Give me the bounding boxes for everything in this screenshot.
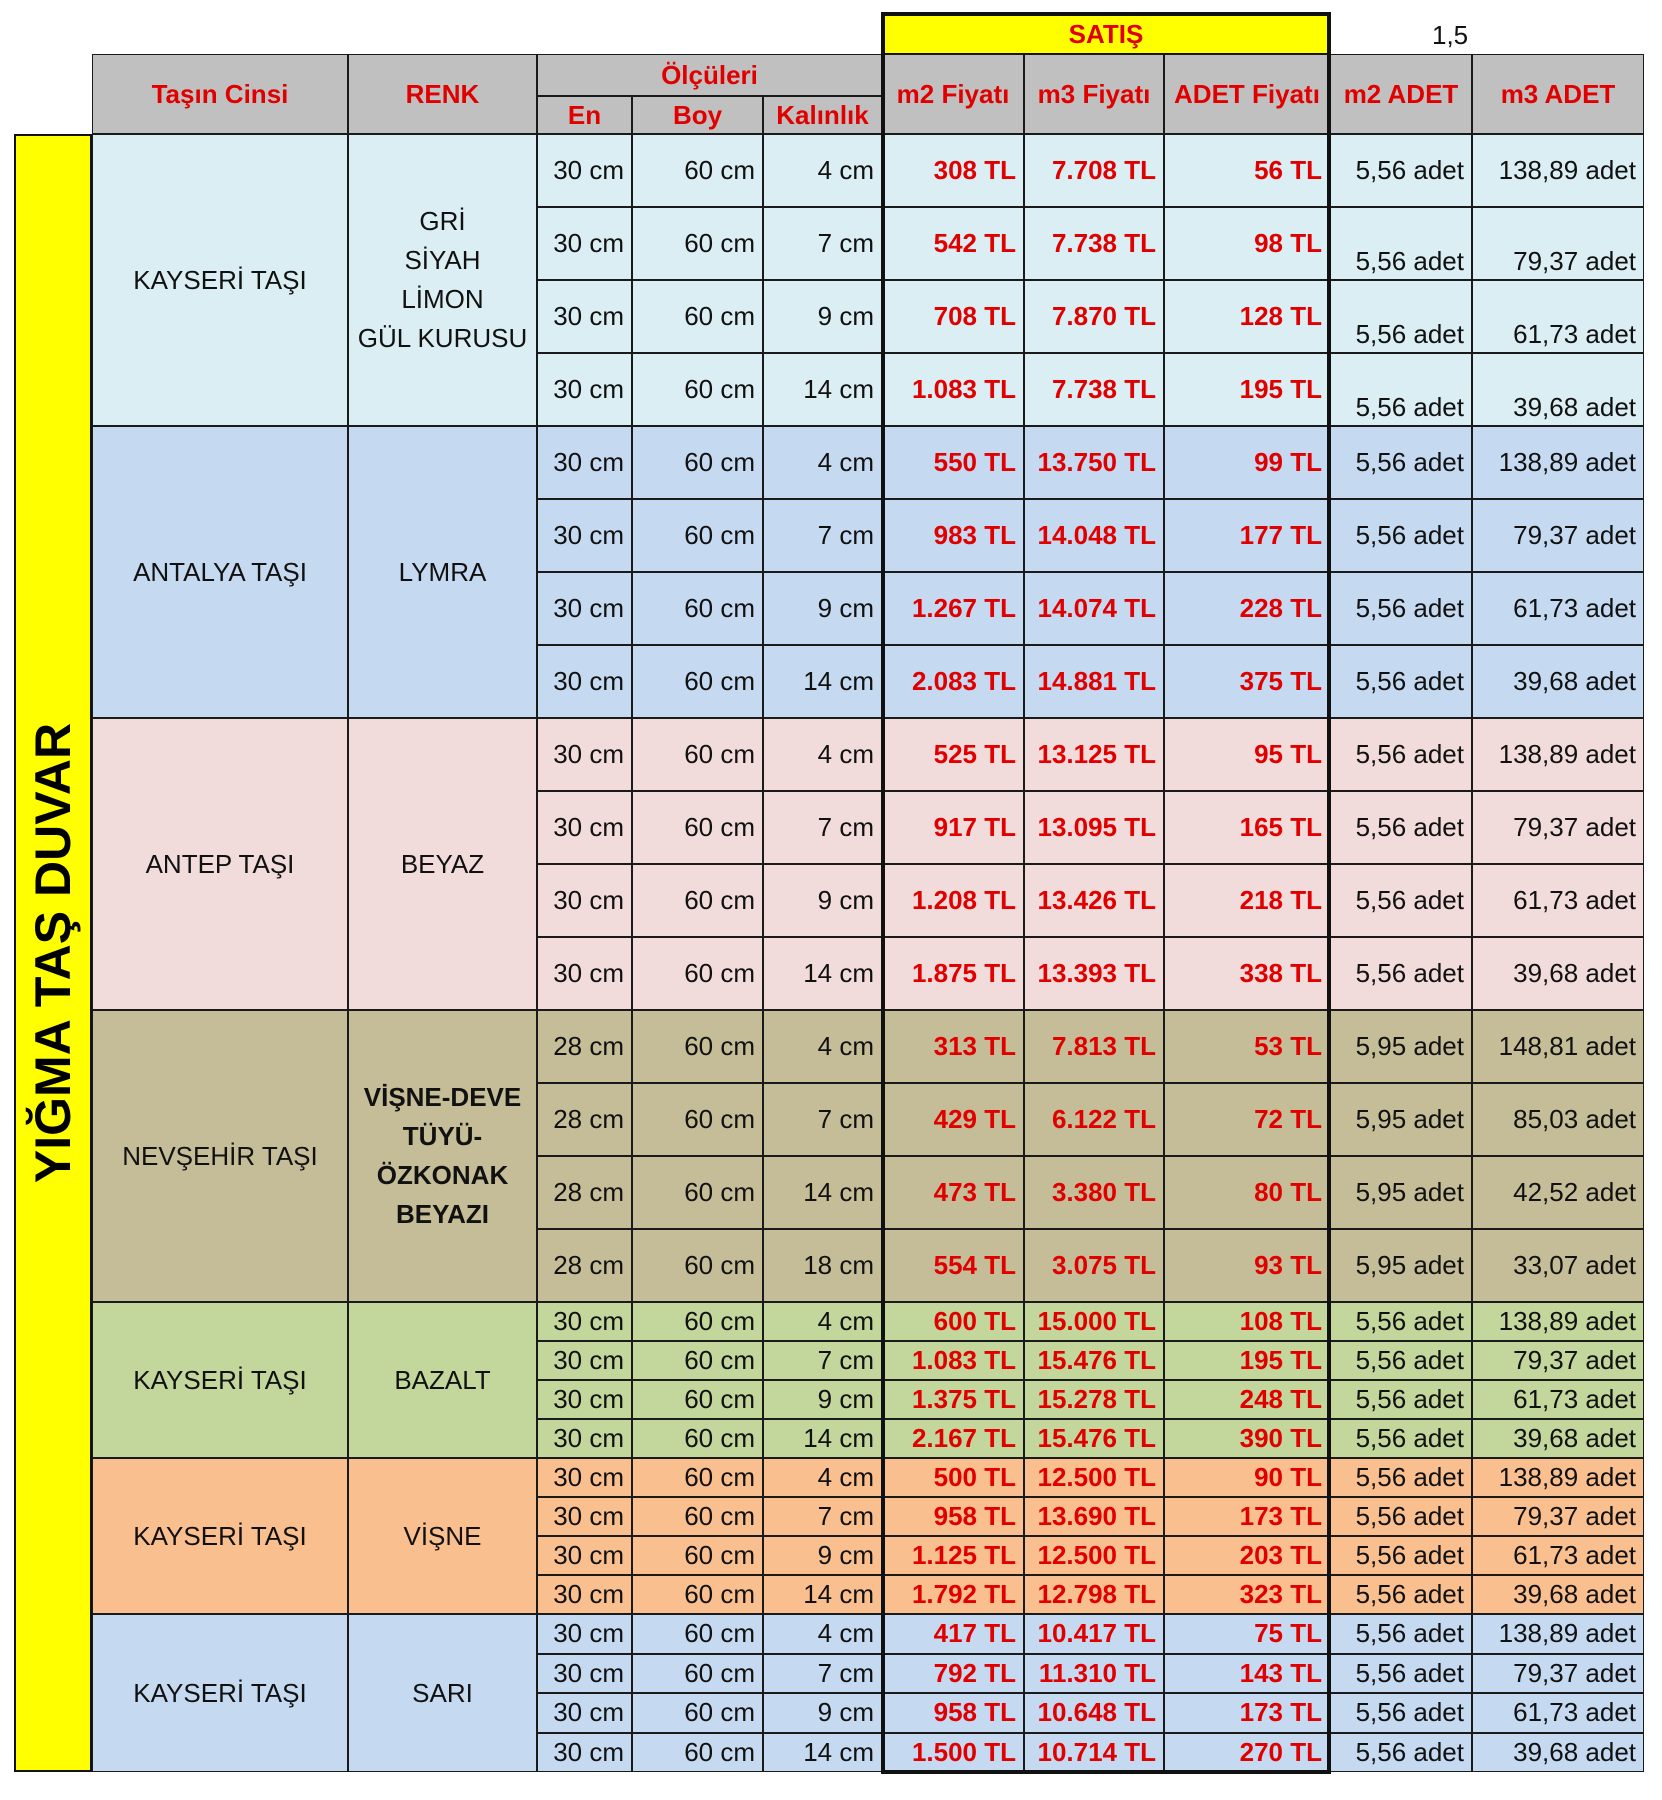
cell-m2-fiyati: 1.792 TL [882, 1575, 1024, 1614]
cell-adet-fiyati: 218 TL [1164, 864, 1330, 937]
cell-en: 30 cm [537, 937, 632, 1010]
cell-boy: 60 cm [632, 937, 763, 1010]
header-m2-adet: m2 ADET [1330, 54, 1472, 134]
cell-en: 30 cm [537, 718, 632, 791]
color-name: BEYAZI [396, 1199, 489, 1229]
cell-m2-adet: 5,56 adet [1330, 1654, 1472, 1694]
cell-m2-adet: 5,56 adet [1330, 134, 1472, 207]
cell-m3-fiyati: 7.870 TL [1024, 280, 1164, 353]
cell-m2-fiyati: 792 TL [882, 1654, 1024, 1694]
cell-en: 30 cm [537, 864, 632, 937]
cell-boy: 60 cm [632, 499, 763, 572]
cell-kalinlik: 4 cm [763, 1302, 882, 1341]
cell-m2-adet: 5,56 adet [1330, 572, 1472, 645]
cell-adet-fiyati: 80 TL [1164, 1156, 1330, 1229]
cell-en: 30 cm [537, 134, 632, 207]
color-name: VİŞNE [403, 1520, 482, 1551]
cell-m2-fiyati: 1.208 TL [882, 864, 1024, 937]
cell-adet-fiyati: 99 TL [1164, 426, 1330, 499]
cell-kalinlik: 4 cm [763, 1458, 882, 1497]
cell-boy: 60 cm [632, 207, 763, 280]
cell-m3-adet: 79,37 adet [1472, 1654, 1644, 1694]
cell-m3-adet: 79,37 adet [1472, 1497, 1644, 1536]
cell-kalinlik: 7 cm [763, 1654, 882, 1694]
cell-m2-adet: 5,56 adet [1330, 353, 1472, 426]
cell-m3-fiyati: 10.714 TL [1024, 1733, 1164, 1773]
cell-adet-fiyati: 93 TL [1164, 1229, 1330, 1302]
cell-m3-fiyati: 13.393 TL [1024, 937, 1164, 1010]
color-name: LYMRA [398, 556, 487, 587]
cell-m2-adet: 5,56 adet [1330, 1575, 1472, 1614]
cell-adet-fiyati: 108 TL [1164, 1302, 1330, 1341]
cell-en: 30 cm [537, 1733, 632, 1773]
color-name: VİŞNE-DEVE [363, 1082, 522, 1112]
cell-m3-adet: 42,52 adet [1472, 1156, 1644, 1229]
cell-kalinlik: 7 cm [763, 499, 882, 572]
cell-m3-fiyati: 3.075 TL [1024, 1229, 1164, 1302]
cell-m2-fiyati: 600 TL [882, 1302, 1024, 1341]
cell-m2-adet: 5,56 adet [1330, 645, 1472, 718]
cell-m2-adet: 5,56 adet [1330, 1614, 1472, 1654]
cell-m2-adet: 5,56 adet [1330, 1497, 1472, 1536]
cell-en: 30 cm [537, 645, 632, 718]
stone-color-cell [348, 1302, 537, 1458]
cell-boy: 60 cm [632, 1229, 763, 1302]
cell-m3-fiyati: 12.500 TL [1024, 1458, 1164, 1497]
cell-en: 30 cm [537, 791, 632, 864]
cell-m3-fiyati: 13.125 TL [1024, 718, 1164, 791]
side-label-text: YIĞMA TAŞ DUVAR [25, 722, 81, 1184]
cell-en: 30 cm [537, 572, 632, 645]
cell-m2-fiyati: 542 TL [882, 207, 1024, 280]
cell-m2-adet: 5,95 adet [1330, 1156, 1472, 1229]
cell-kalinlik: 14 cm [763, 645, 882, 718]
cell-kalinlik: 18 cm [763, 1229, 882, 1302]
cell-m3-adet: 61,73 adet [1472, 572, 1644, 645]
cell-boy: 60 cm [632, 1693, 763, 1733]
cell-m3-adet: 148,81 adet [1472, 1010, 1644, 1083]
stone-type-cell: ANTEP TAŞI [92, 718, 348, 1010]
cell-en: 30 cm [537, 1614, 632, 1654]
cell-m3-fiyati: 11.310 TL [1024, 1654, 1164, 1694]
cell-m3-adet: 39,68 adet [1472, 1733, 1644, 1773]
cell-m2-adet: 5,56 adet [1330, 1380, 1472, 1419]
stone-color-cell [348, 1458, 537, 1614]
cell-en: 30 cm [537, 499, 632, 572]
cell-kalinlik: 4 cm [763, 1010, 882, 1083]
header-adet-fiyati: ADET Fiyatı [1164, 54, 1330, 134]
cell-boy: 60 cm [632, 1419, 763, 1458]
cell-m2-fiyati: 429 TL [882, 1083, 1024, 1156]
cell-m3-fiyati: 15.278 TL [1024, 1380, 1164, 1419]
color-name: ÖZKONAK [376, 1160, 509, 1190]
color-name: SİYAH [404, 245, 481, 275]
header-m2-fiyati: m2 Fiyatı [882, 54, 1024, 134]
cell-adet-fiyati: 270 TL [1164, 1733, 1330, 1773]
cell-adet-fiyati: 128 TL [1164, 280, 1330, 353]
cell-en: 30 cm [537, 1458, 632, 1497]
cell-m3-adet: 138,89 adet [1472, 718, 1644, 791]
color-name: TÜYÜ- [402, 1121, 483, 1151]
cell-m3-adet: 61,73 adet [1472, 1693, 1644, 1733]
color-name: BAZALT [394, 1364, 491, 1395]
color-name: BEYAZ [400, 848, 485, 879]
cell-m3-adet: 39,68 adet [1472, 353, 1644, 426]
cell-m2-fiyati: 958 TL [882, 1693, 1024, 1733]
cell-boy: 60 cm [632, 1156, 763, 1229]
color-name: LİMON [401, 284, 484, 314]
cell-m3-adet: 39,68 adet [1472, 645, 1644, 718]
stone-type-cell: KAYSERİ TAŞI [92, 1302, 348, 1458]
cell-en: 30 cm [537, 426, 632, 499]
cell-boy: 60 cm [632, 1575, 763, 1614]
cell-adet-fiyati: 203 TL [1164, 1536, 1330, 1575]
cell-en: 30 cm [537, 1341, 632, 1380]
cell-m2-fiyati: 708 TL [882, 280, 1024, 353]
cell-m2-fiyati: 308 TL [882, 134, 1024, 207]
header-boy: Boy [632, 96, 763, 134]
cell-m2-fiyati: 313 TL [882, 1010, 1024, 1083]
cell-m3-fiyati: 7.738 TL [1024, 207, 1164, 280]
color-name: GRİ [419, 206, 466, 236]
cell-en: 28 cm [537, 1156, 632, 1229]
cell-m2-fiyati: 1.083 TL [882, 353, 1024, 426]
header-kalinlik: Kalınlık [763, 96, 882, 134]
cell-m3-fiyati: 15.476 TL [1024, 1341, 1164, 1380]
cell-kalinlik: 14 cm [763, 1575, 882, 1614]
cell-adet-fiyati: 248 TL [1164, 1380, 1330, 1419]
cell-m3-fiyati: 10.648 TL [1024, 1693, 1164, 1733]
stone-color-cell [348, 426, 537, 718]
cell-m2-fiyati: 983 TL [882, 499, 1024, 572]
cell-m2-fiyati: 550 TL [882, 426, 1024, 499]
cell-boy: 60 cm [632, 1010, 763, 1083]
stone-type-cell: NEVŞEHİR TAŞI [92, 1010, 348, 1302]
cell-en: 30 cm [537, 1654, 632, 1694]
stone-type-cell: KAYSERİ TAŞI [92, 134, 348, 426]
cell-m3-adet: 61,73 adet [1472, 1536, 1644, 1575]
stone-type-cell: KAYSERİ TAŞI [92, 1458, 348, 1614]
cell-en: 30 cm [537, 207, 632, 280]
cell-m2-fiyati: 525 TL [882, 718, 1024, 791]
cell-kalinlik: 7 cm [763, 791, 882, 864]
cell-kalinlik: 7 cm [763, 1341, 882, 1380]
cell-m2-fiyati: 473 TL [882, 1156, 1024, 1229]
side-label [14, 134, 92, 1772]
stone-color-cell [348, 134, 537, 426]
cell-boy: 60 cm [632, 1083, 763, 1156]
cell-adet-fiyati: 173 TL [1164, 1497, 1330, 1536]
cell-adet-fiyati: 75 TL [1164, 1614, 1330, 1654]
cell-m2-adet: 5,95 adet [1330, 1083, 1472, 1156]
cell-m2-adet: 5,56 adet [1330, 937, 1472, 1010]
cell-m3-fiyati: 12.500 TL [1024, 1536, 1164, 1575]
cell-m2-adet: 5,95 adet [1330, 1010, 1472, 1083]
factor-value: 1,5 [1432, 20, 1469, 50]
cell-m2-fiyati: 958 TL [882, 1497, 1024, 1536]
cell-boy: 60 cm [632, 426, 763, 499]
cell-en: 30 cm [537, 280, 632, 353]
cell-m2-adet: 5,56 adet [1330, 1693, 1472, 1733]
cell-m2-adet: 5,56 adet [1330, 864, 1472, 937]
cell-adet-fiyati: 228 TL [1164, 572, 1330, 645]
stone-type-cell: KAYSERİ TAŞI [92, 1614, 348, 1772]
cell-en: 30 cm [537, 1497, 632, 1536]
cell-m2-adet: 5,56 adet [1330, 499, 1472, 572]
cell-m2-fiyati: 917 TL [882, 791, 1024, 864]
cell-en: 28 cm [537, 1083, 632, 1156]
cell-adet-fiyati: 98 TL [1164, 207, 1330, 280]
cell-en: 30 cm [537, 1380, 632, 1419]
stone-type-cell: ANTALYA TAŞI [92, 426, 348, 718]
cell-kalinlik: 7 cm [763, 1083, 882, 1156]
cell-m3-fiyati: 13.095 TL [1024, 791, 1164, 864]
cell-boy: 60 cm [632, 572, 763, 645]
cell-m3-adet: 39,68 adet [1472, 937, 1644, 1010]
cell-m2-fiyati: 1.375 TL [882, 1380, 1024, 1419]
cell-m3-adet: 33,07 adet [1472, 1229, 1644, 1302]
cell-en: 30 cm [537, 353, 632, 426]
cell-adet-fiyati: 375 TL [1164, 645, 1330, 718]
cell-kalinlik: 4 cm [763, 134, 882, 207]
cell-en: 30 cm [537, 1575, 632, 1614]
cell-kalinlik: 4 cm [763, 426, 882, 499]
cell-m3-adet: 61,73 adet [1472, 280, 1644, 353]
cell-m2-adet: 5,56 adet [1330, 426, 1472, 499]
cell-adet-fiyati: 165 TL [1164, 791, 1330, 864]
cell-boy: 60 cm [632, 718, 763, 791]
cell-m2-fiyati: 1.875 TL [882, 937, 1024, 1010]
cell-m2-fiyati: 554 TL [882, 1229, 1024, 1302]
cell-kalinlik: 9 cm [763, 572, 882, 645]
cell-kalinlik: 14 cm [763, 1733, 882, 1773]
cell-m3-adet: 79,37 adet [1472, 207, 1644, 280]
header-olculeri: Ölçüleri [537, 54, 882, 96]
cell-adet-fiyati: 56 TL [1164, 134, 1330, 207]
cell-adet-fiyati: 390 TL [1164, 1419, 1330, 1458]
cell-m2-adet: 5,56 adet [1330, 1419, 1472, 1458]
cell-m2-adet: 5,56 adet [1330, 1341, 1472, 1380]
cell-m3-adet: 138,89 adet [1472, 1614, 1644, 1654]
cell-m3-fiyati: 12.798 TL [1024, 1575, 1164, 1614]
header-en: En [537, 96, 632, 134]
cell-boy: 60 cm [632, 1733, 763, 1773]
cell-boy: 60 cm [632, 1458, 763, 1497]
cell-kalinlik: 14 cm [763, 353, 882, 426]
cell-m2-fiyati: 500 TL [882, 1458, 1024, 1497]
cell-boy: 60 cm [632, 1341, 763, 1380]
color-name: SARI [412, 1677, 473, 1708]
cell-m2-adet: 5,56 adet [1330, 1458, 1472, 1497]
cell-boy: 60 cm [632, 864, 763, 937]
cell-en: 30 cm [537, 1536, 632, 1575]
cell-m3-fiyati: 6.122 TL [1024, 1083, 1164, 1156]
cell-adet-fiyati: 72 TL [1164, 1083, 1330, 1156]
cell-m3-adet: 138,89 adet [1472, 1458, 1644, 1497]
header-tas-cinsi: Taşın Cinsi [92, 54, 348, 134]
cell-m3-fiyati: 7.738 TL [1024, 353, 1164, 426]
cell-m3-fiyati: 13.690 TL [1024, 1497, 1164, 1536]
cell-boy: 60 cm [632, 134, 763, 207]
cell-adet-fiyati: 53 TL [1164, 1010, 1330, 1083]
cell-kalinlik: 7 cm [763, 1497, 882, 1536]
cell-m2-adet: 5,95 adet [1330, 1229, 1472, 1302]
cell-m2-fiyati: 1.083 TL [882, 1341, 1024, 1380]
cell-m3-fiyati: 14.074 TL [1024, 572, 1164, 645]
cell-m3-fiyati: 15.000 TL [1024, 1302, 1164, 1341]
cell-m3-adet: 79,37 adet [1472, 791, 1644, 864]
cell-kalinlik: 9 cm [763, 1380, 882, 1419]
cell-m3-adet: 79,37 adet [1472, 499, 1644, 572]
cell-m2-adet: 5,56 adet [1330, 1302, 1472, 1341]
cell-boy: 60 cm [632, 1302, 763, 1341]
cell-en: 30 cm [537, 1693, 632, 1733]
cell-adet-fiyati: 143 TL [1164, 1654, 1330, 1694]
cell-m2-fiyati: 417 TL [882, 1614, 1024, 1654]
cell-m3-adet: 61,73 adet [1472, 1380, 1644, 1419]
cell-kalinlik: 9 cm [763, 280, 882, 353]
cell-boy: 60 cm [632, 1654, 763, 1694]
cell-boy: 60 cm [632, 1497, 763, 1536]
cell-m2-fiyati: 1.125 TL [882, 1536, 1024, 1575]
color-name: GÜL KURUSU [357, 323, 528, 353]
stone-color-cell [348, 1614, 537, 1772]
cell-boy: 60 cm [632, 280, 763, 353]
cell-kalinlik: 4 cm [763, 1614, 882, 1654]
header-renk: RENK [348, 54, 537, 134]
cell-en: 30 cm [537, 1302, 632, 1341]
cell-kalinlik: 14 cm [763, 1156, 882, 1229]
cell-en: 28 cm [537, 1010, 632, 1083]
cell-kalinlik: 9 cm [763, 1536, 882, 1575]
cell-m2-adet: 5,56 adet [1330, 791, 1472, 864]
cell-m3-adet: 138,89 adet [1472, 426, 1644, 499]
cell-m3-fiyati: 3.380 TL [1024, 1156, 1164, 1229]
cell-kalinlik: 14 cm [763, 937, 882, 1010]
cell-en: 28 cm [537, 1229, 632, 1302]
cell-m3-adet: 79,37 adet [1472, 1341, 1644, 1380]
cell-m3-fiyati: 10.417 TL [1024, 1614, 1164, 1654]
cell-kalinlik: 7 cm [763, 207, 882, 280]
cell-m2-adet: 5,56 adet [1330, 280, 1472, 353]
cell-boy: 60 cm [632, 791, 763, 864]
cell-adet-fiyati: 177 TL [1164, 499, 1330, 572]
cell-m2-fiyati: 2.167 TL [882, 1419, 1024, 1458]
cell-adet-fiyati: 323 TL [1164, 1575, 1330, 1614]
cell-adet-fiyati: 338 TL [1164, 937, 1330, 1010]
cell-m3-adet: 138,89 adet [1472, 1302, 1644, 1341]
cell-boy: 60 cm [632, 645, 763, 718]
header-m3-adet: m3 ADET [1472, 54, 1644, 134]
cell-adet-fiyati: 195 TL [1164, 1341, 1330, 1380]
header-m3-fiyati: m3 Fiyatı [1024, 54, 1164, 134]
cell-m2-adet: 5,56 adet [1330, 1536, 1472, 1575]
cell-adet-fiyati: 95 TL [1164, 718, 1330, 791]
cell-m2-adet: 5,56 adet [1330, 207, 1472, 280]
cell-m2-adet: 5,56 adet [1330, 1733, 1472, 1773]
cell-m3-fiyati: 7.813 TL [1024, 1010, 1164, 1083]
cell-boy: 60 cm [632, 1536, 763, 1575]
cell-m2-adet: 5,56 adet [1330, 718, 1472, 791]
cell-boy: 60 cm [632, 1614, 763, 1654]
cell-kalinlik: 14 cm [763, 1419, 882, 1458]
cell-m3-adet: 61,73 adet [1472, 864, 1644, 937]
cell-m2-fiyati: 1.267 TL [882, 572, 1024, 645]
stone-color-cell [348, 1010, 537, 1302]
cell-m3-adet: 138,89 adet [1472, 134, 1644, 207]
cell-m3-adet: 85,03 adet [1472, 1083, 1644, 1156]
cell-adet-fiyati: 90 TL [1164, 1458, 1330, 1497]
cell-m3-fiyati: 14.881 TL [1024, 645, 1164, 718]
cell-m3-fiyati: 13.750 TL [1024, 426, 1164, 499]
cell-m3-adet: 39,68 adet [1472, 1419, 1644, 1458]
cell-en: 30 cm [537, 1419, 632, 1458]
cell-m3-fiyati: 15.476 TL [1024, 1419, 1164, 1458]
cell-boy: 60 cm [632, 1380, 763, 1419]
satis-header: SATIŞ [882, 14, 1330, 54]
cell-kalinlik: 9 cm [763, 1693, 882, 1733]
cell-m3-fiyati: 7.708 TL [1024, 134, 1164, 207]
stone-color-cell [348, 718, 537, 1010]
cell-adet-fiyati: 195 TL [1164, 353, 1330, 426]
cell-kalinlik: 9 cm [763, 864, 882, 937]
cell-adet-fiyati: 173 TL [1164, 1693, 1330, 1733]
cell-m3-fiyati: 13.426 TL [1024, 864, 1164, 937]
cell-m3-fiyati: 14.048 TL [1024, 499, 1164, 572]
cell-m2-fiyati: 1.500 TL [882, 1733, 1024, 1773]
cell-m2-fiyati: 2.083 TL [882, 645, 1024, 718]
cell-boy: 60 cm [632, 353, 763, 426]
cell-kalinlik: 4 cm [763, 718, 882, 791]
cell-m3-adet: 39,68 adet [1472, 1575, 1644, 1614]
